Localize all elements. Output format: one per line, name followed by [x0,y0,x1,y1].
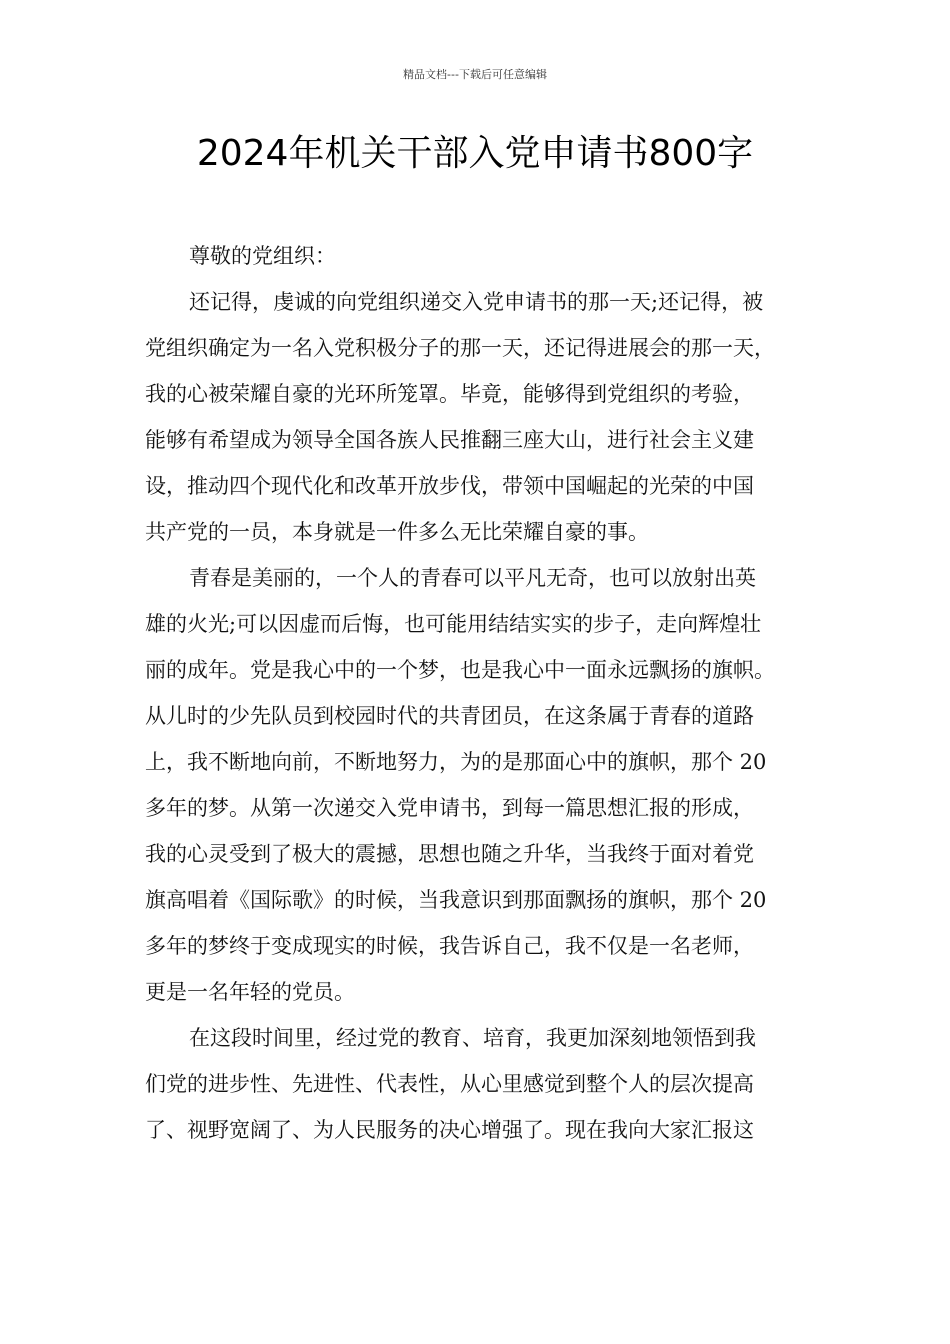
paragraph-3-line: 在这段时间里，经过党的教育、培育，我更加深刻地领悟到我 [189,1026,756,1050]
paragraph-2-line: 更是一名年轻的党员。 [145,980,355,1004]
document-title: 2024年机关干部入党申请书800字 [196,133,754,174]
paragraph-2-line: 青春是美丽的，一个人的青春可以平凡无奇，也可以放射出英 [189,566,756,590]
paragraph-2-line: 多年的梦终于变成现实的时候，我告诉自己，我不仅是一名老师， [145,934,754,958]
paragraph-2-line: 丽的成年。党是我心中的一个梦，也是我心中一面永远飘扬的旗帜。 [145,658,775,682]
document-body [145,233,805,1153]
paragraph-1-line: 党组织确定为一名入党积极分子的那一天，还记得进展会的那一天， [145,336,775,360]
paragraph-2-line: 雄的火光;可以因虚而后悔，也可能用结结实实的步子，走向辉煌壮 [145,612,762,636]
paragraph-2-line: 多年的梦。从第一次递交入党申请书，到每一篇思想汇报的形成， [145,796,754,820]
paragraph-2-line: 上，我不断地向前，不断地努力，为的是那面心中的旗帜，那个 20 [145,750,767,774]
paragraph-3-line: 了、视野宽阔了、为人民服务的决心增强了。现在我向大家汇报这 [145,1118,754,1142]
salutation: 尊敬的党组织： [189,244,336,268]
paragraph-1-line: 能够有希望成为领导全国各族人民推翻三座大山，进行社会主义建 [145,428,754,452]
paragraph-2-line: 旗高唱着《国际歌》的时候，当我意识到那面飘扬的旗帜，那个 20 [145,888,767,912]
paragraph-1-line: 设，推动四个现代化和改革开放步伐，带领中国崛起的光荣的中国 [145,474,754,498]
paragraph-1-line: 还记得，虔诚的向党组织递交入党申请书的那一天;还记得，被 [189,290,764,314]
paragraph-2-line: 我的心灵受到了极大的震撼，思想也随之升华，当我终于面对着党 [145,842,754,866]
paragraph-2-line: 从儿时的少先队员到校园时代的共青团员，在这条属于青春的道路 [145,704,754,728]
paragraph-1-line: 我的心被荣耀自豪的光环所笼罩。毕竟，能够得到党组织的考验， [145,382,754,406]
page-header-note: 精品文档---下载后可任意编辑 [403,68,547,81]
paragraph-1-line: 共产党的一员，本身就是一件多么无比荣耀自豪的事。 [145,520,649,544]
paragraph-3-line: 们党的进步性、先进性、代表性，从心里感觉到整个人的层次提高 [145,1072,754,1096]
